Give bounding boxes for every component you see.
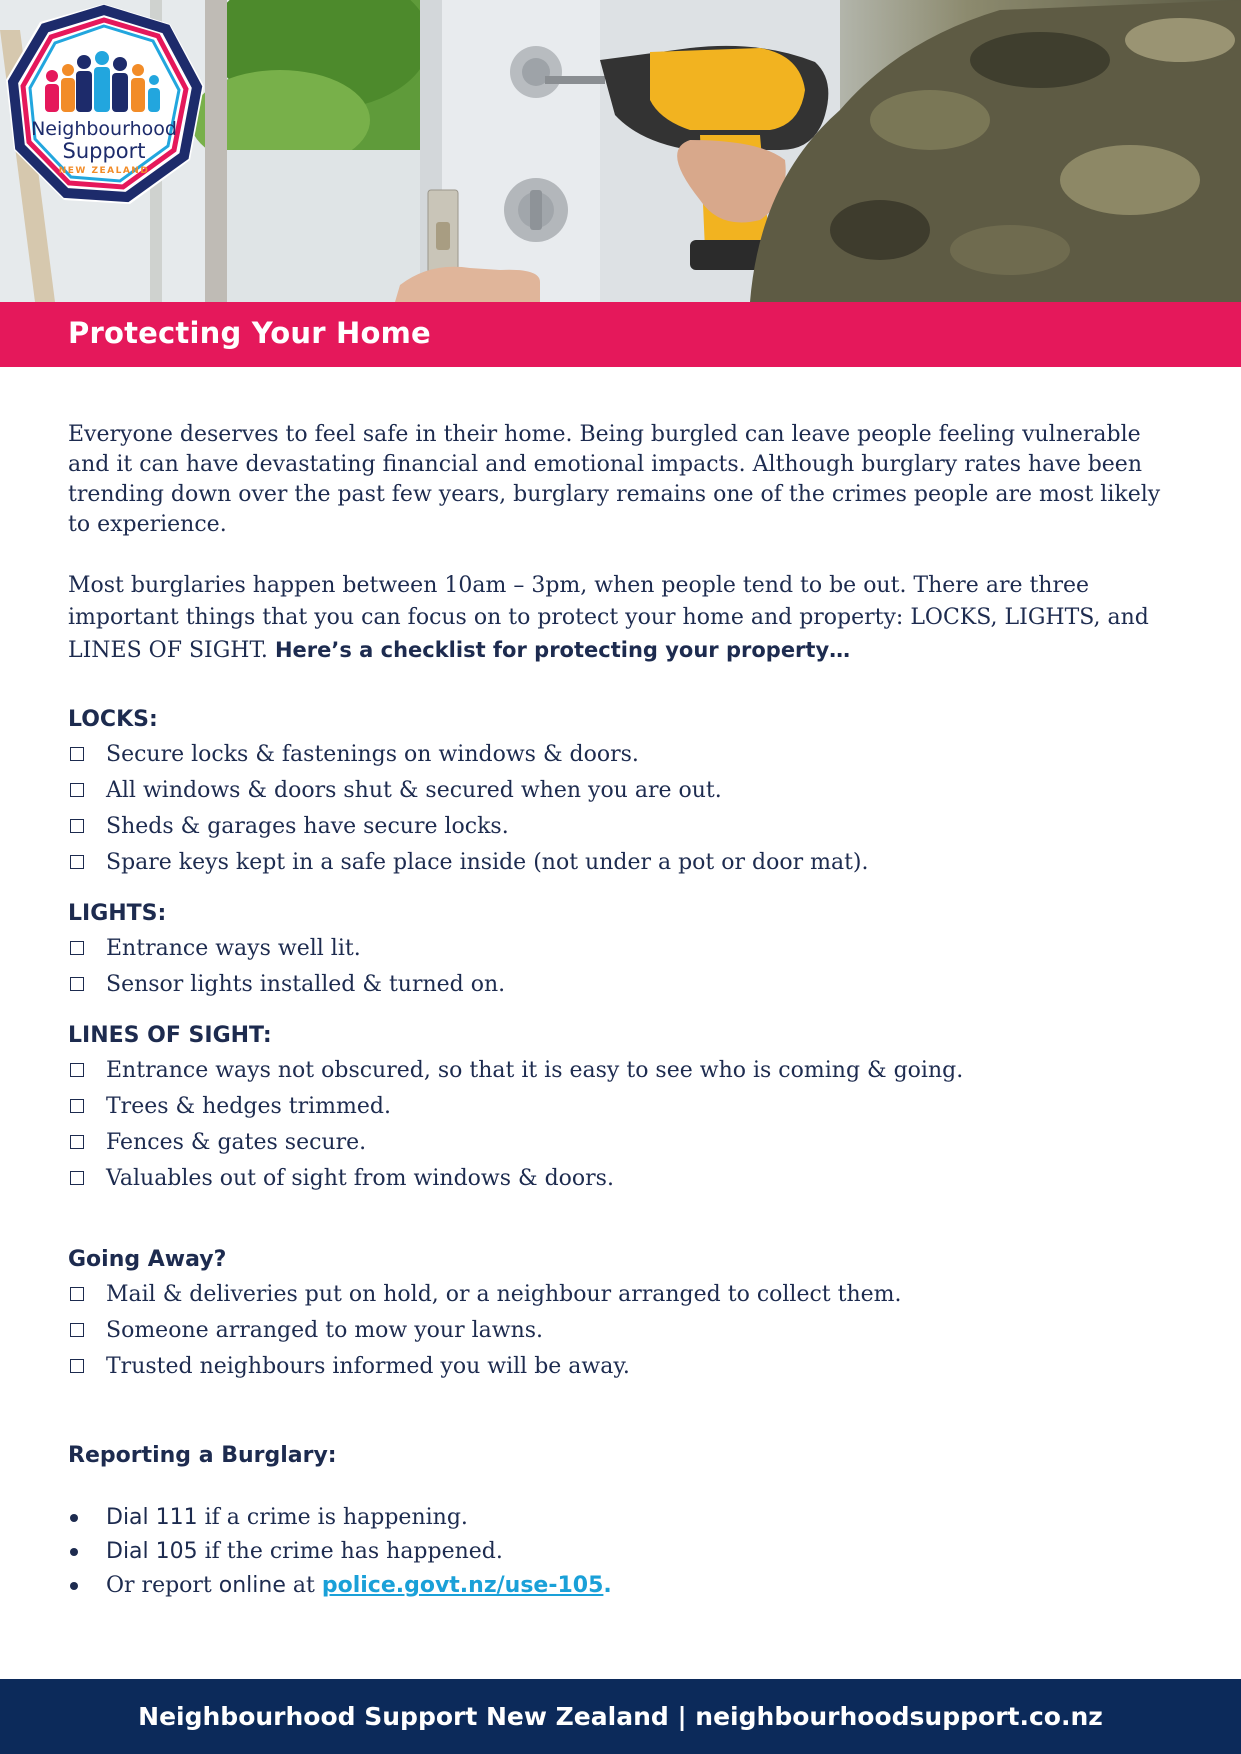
report-prefix: Or report xyxy=(106,1573,219,1598)
title-band xyxy=(0,302,1241,367)
checklist xyxy=(68,737,1178,881)
checklist xyxy=(68,1053,1178,1197)
checkbox-icon[interactable] xyxy=(70,1063,84,1077)
checklist-item-label: Sensor lights installed & turned on. xyxy=(106,972,506,997)
section-heading: Reporting a Burglary: xyxy=(68,1443,337,1468)
checklist-item-label: Fences & gates secure. xyxy=(106,1130,367,1155)
intro-paragraph-2 xyxy=(68,570,1178,667)
logo-name-line2: Support xyxy=(62,139,146,163)
checklist xyxy=(68,1277,1178,1385)
section-going-away xyxy=(68,1243,1178,1385)
bullet-icon xyxy=(70,1582,78,1590)
checklist-item-label: Secure locks & fastenings on windows & doors. xyxy=(106,742,639,767)
checklist-item-label: Trusted neighbours informed you will be away. xyxy=(106,1354,630,1379)
intro-paragraph-2-text: Most burglaries happen between 10am – 3pm, when people tend to be out. There are three important things that you can focus on to protect your home and property: LOCKS, LIGHTS, and LINES OF SIGHT. xyxy=(68,573,1149,663)
checkbox-icon[interactable] xyxy=(70,855,84,869)
dial-111-text: if a crime is happening. xyxy=(197,1505,468,1530)
checkbox-icon[interactable] xyxy=(70,1171,84,1185)
footer xyxy=(0,1679,1241,1754)
checkbox-icon[interactable] xyxy=(70,1323,84,1337)
checklist-item-label: All windows & doors shut & secured when you are out. xyxy=(106,778,722,803)
section-heading: Going Away? xyxy=(68,1247,227,1272)
checklist-item-label: Valuables out of sight from windows & doors. xyxy=(106,1166,614,1191)
section-lights xyxy=(68,897,1178,1003)
section-reporting xyxy=(68,1439,1178,1603)
list-item xyxy=(68,1569,1178,1603)
checkbox-icon[interactable] xyxy=(70,1359,84,1373)
checkbox-icon[interactable] xyxy=(70,1287,84,1301)
logo-country: NEW ZEALAND xyxy=(58,166,150,176)
checklist-item-label: Entrance ways well lit. xyxy=(106,936,361,961)
checklist-item[interactable] xyxy=(68,931,1178,967)
checklist-item-label: Someone arranged to mow your lawns. xyxy=(106,1318,544,1343)
checklist-item[interactable] xyxy=(68,737,1178,773)
checkbox-icon[interactable] xyxy=(70,941,84,955)
checklist-item[interactable] xyxy=(68,1125,1178,1161)
neighbourhood-support-logo xyxy=(0,0,208,208)
checkbox-icon[interactable] xyxy=(70,747,84,761)
police-report-link[interactable]: police.govt.nz/use-105 xyxy=(321,1573,604,1598)
checklist-item-label: Mail & deliveries put on hold, or a neighbour arranged to collect them. xyxy=(106,1282,902,1307)
checklist-item[interactable] xyxy=(68,1089,1178,1125)
section-heading: LOCKS: xyxy=(68,707,158,732)
report-online: online xyxy=(218,1573,286,1598)
checklist-item[interactable] xyxy=(68,1161,1178,1197)
section-locks xyxy=(68,703,1178,881)
checklist-item[interactable] xyxy=(68,809,1178,845)
section-lines-of-sight xyxy=(68,1019,1178,1197)
checklist-item[interactable] xyxy=(68,1349,1178,1385)
checklist-item[interactable] xyxy=(68,1313,1178,1349)
checklist-item[interactable] xyxy=(68,1053,1178,1089)
report-period: . xyxy=(603,1573,612,1598)
checklist-item-label: Trees & hedges trimmed. xyxy=(106,1094,391,1119)
page-title: Protecting Your Home xyxy=(68,316,431,350)
checklist-item[interactable] xyxy=(68,1277,1178,1313)
list-item xyxy=(68,1535,1178,1569)
section-heading: LIGHTS: xyxy=(68,901,167,926)
section-heading: LINES OF SIGHT: xyxy=(68,1023,272,1048)
checklist-item-label: Spare keys kept in a safe place inside (not under a pot or door mat). xyxy=(106,850,869,875)
checkbox-icon[interactable] xyxy=(70,1099,84,1113)
intro-paragraph-1: Everyone deserves to feel safe in their home. Being burgled can leave people feeling vulnerable and it can have devastating financial and emotional impacts. Although burglary rates have been trending down over the past few years, burglary remains one of the crimes people are most likely to experience. xyxy=(68,422,1161,537)
hero-photo xyxy=(0,0,1241,302)
footer-text: Neighbourhood Support New Zealand | neighbourhoodsupport.co.nz xyxy=(138,1702,1103,1731)
checklist xyxy=(68,931,1178,1003)
list-item xyxy=(68,1501,1178,1535)
checklist-item-label: Sheds & garages have secure locks. xyxy=(106,814,509,839)
main-content xyxy=(68,420,1178,1603)
dial-105-text: if the crime has happened. xyxy=(197,1539,503,1564)
checklist-item[interactable] xyxy=(68,967,1178,1003)
checkbox-icon[interactable] xyxy=(70,783,84,797)
intro-paragraph-2-bold: Here’s a checklist for protecting your property… xyxy=(274,638,851,662)
logo-name-line1: Neighbourhood xyxy=(31,118,177,140)
checklist-item-label: Entrance ways not obscured, so that it is easy to see who is coming & going. xyxy=(106,1058,964,1083)
checklist-item[interactable] xyxy=(68,845,1178,881)
bullet-icon xyxy=(70,1548,78,1556)
checkbox-icon[interactable] xyxy=(70,1135,84,1149)
dial-111: Dial 111 xyxy=(106,1505,198,1530)
dial-105: Dial 105 xyxy=(106,1539,198,1564)
bullet-icon xyxy=(70,1514,78,1522)
report-at: at xyxy=(285,1573,322,1598)
checkbox-icon[interactable] xyxy=(70,819,84,833)
reporting-list xyxy=(68,1501,1178,1603)
checkbox-icon[interactable] xyxy=(70,977,84,991)
checklist-item[interactable] xyxy=(68,773,1178,809)
